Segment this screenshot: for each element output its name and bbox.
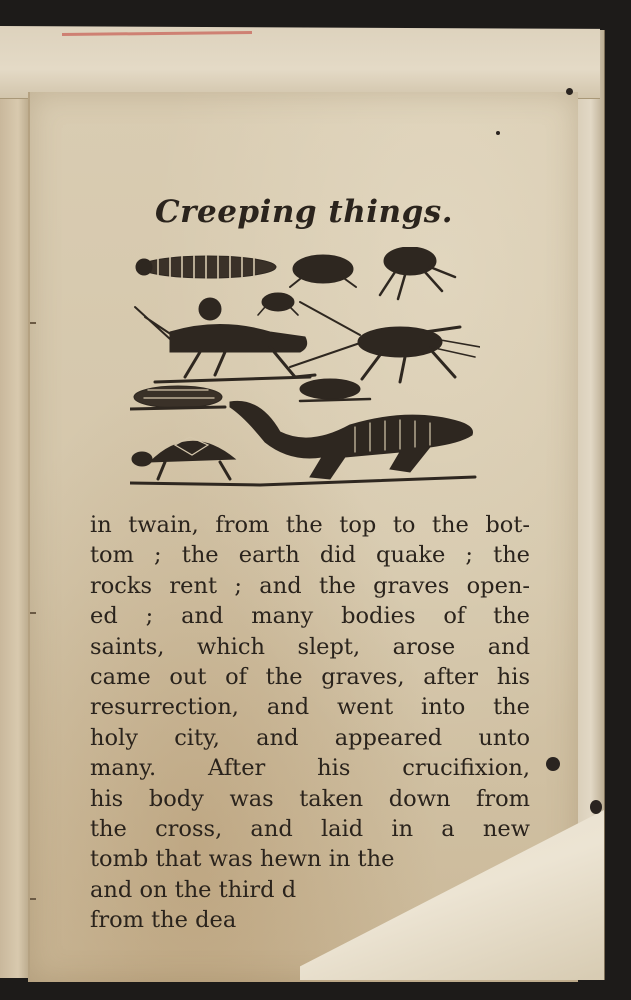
caterpillar-figure (136, 256, 276, 278)
text-line: saints, which slept, arose and (90, 633, 530, 660)
beetle-figure (290, 255, 356, 287)
folded-top-flap (0, 26, 600, 99)
text-line: tomb that was hewn in the (90, 846, 395, 873)
text-line: from the dea (90, 907, 237, 934)
cricket-figure (290, 302, 480, 382)
text-line: the cross, and laid in a new (90, 815, 530, 842)
binding-stitch (30, 612, 36, 614)
ink-speck (546, 757, 560, 771)
text-line: rocks rent ; and the graves open- (90, 572, 530, 599)
spider-figure (380, 247, 455, 299)
ink-speck (590, 800, 602, 814)
page-heading: Creeping things. (154, 194, 453, 230)
text-line: resurrection, and went into the (90, 694, 530, 721)
larva-figure (130, 386, 225, 409)
facing-page-edge (0, 88, 31, 978)
text-line: many. After his crucifixion, (90, 755, 530, 782)
text-line: came out of the graves, after his (90, 663, 530, 690)
turtle-figure (130, 437, 260, 485)
grasshopper-figure (135, 307, 315, 382)
binding-stitch (30, 898, 36, 900)
text-line: holy city, and appeared unto (90, 724, 530, 751)
ink-speck (496, 131, 500, 135)
binding-stitch (30, 322, 36, 324)
lizard-figure (230, 401, 475, 485)
text-line: ed ; and many bodies of the (90, 603, 530, 630)
ink-speck (566, 88, 573, 95)
text-line: tom ; the earth did quake ; the (90, 542, 530, 569)
text-line: and on the third d (90, 876, 297, 903)
text-line: in twain, from the top to the bot- (90, 512, 530, 538)
small-bug-figure (199, 293, 298, 320)
creeping-things-woodcut (130, 247, 480, 497)
book-page (28, 92, 578, 982)
body-text (90, 510, 530, 935)
grub-figure (300, 379, 370, 401)
text-line: his body was taken down from (90, 785, 530, 812)
